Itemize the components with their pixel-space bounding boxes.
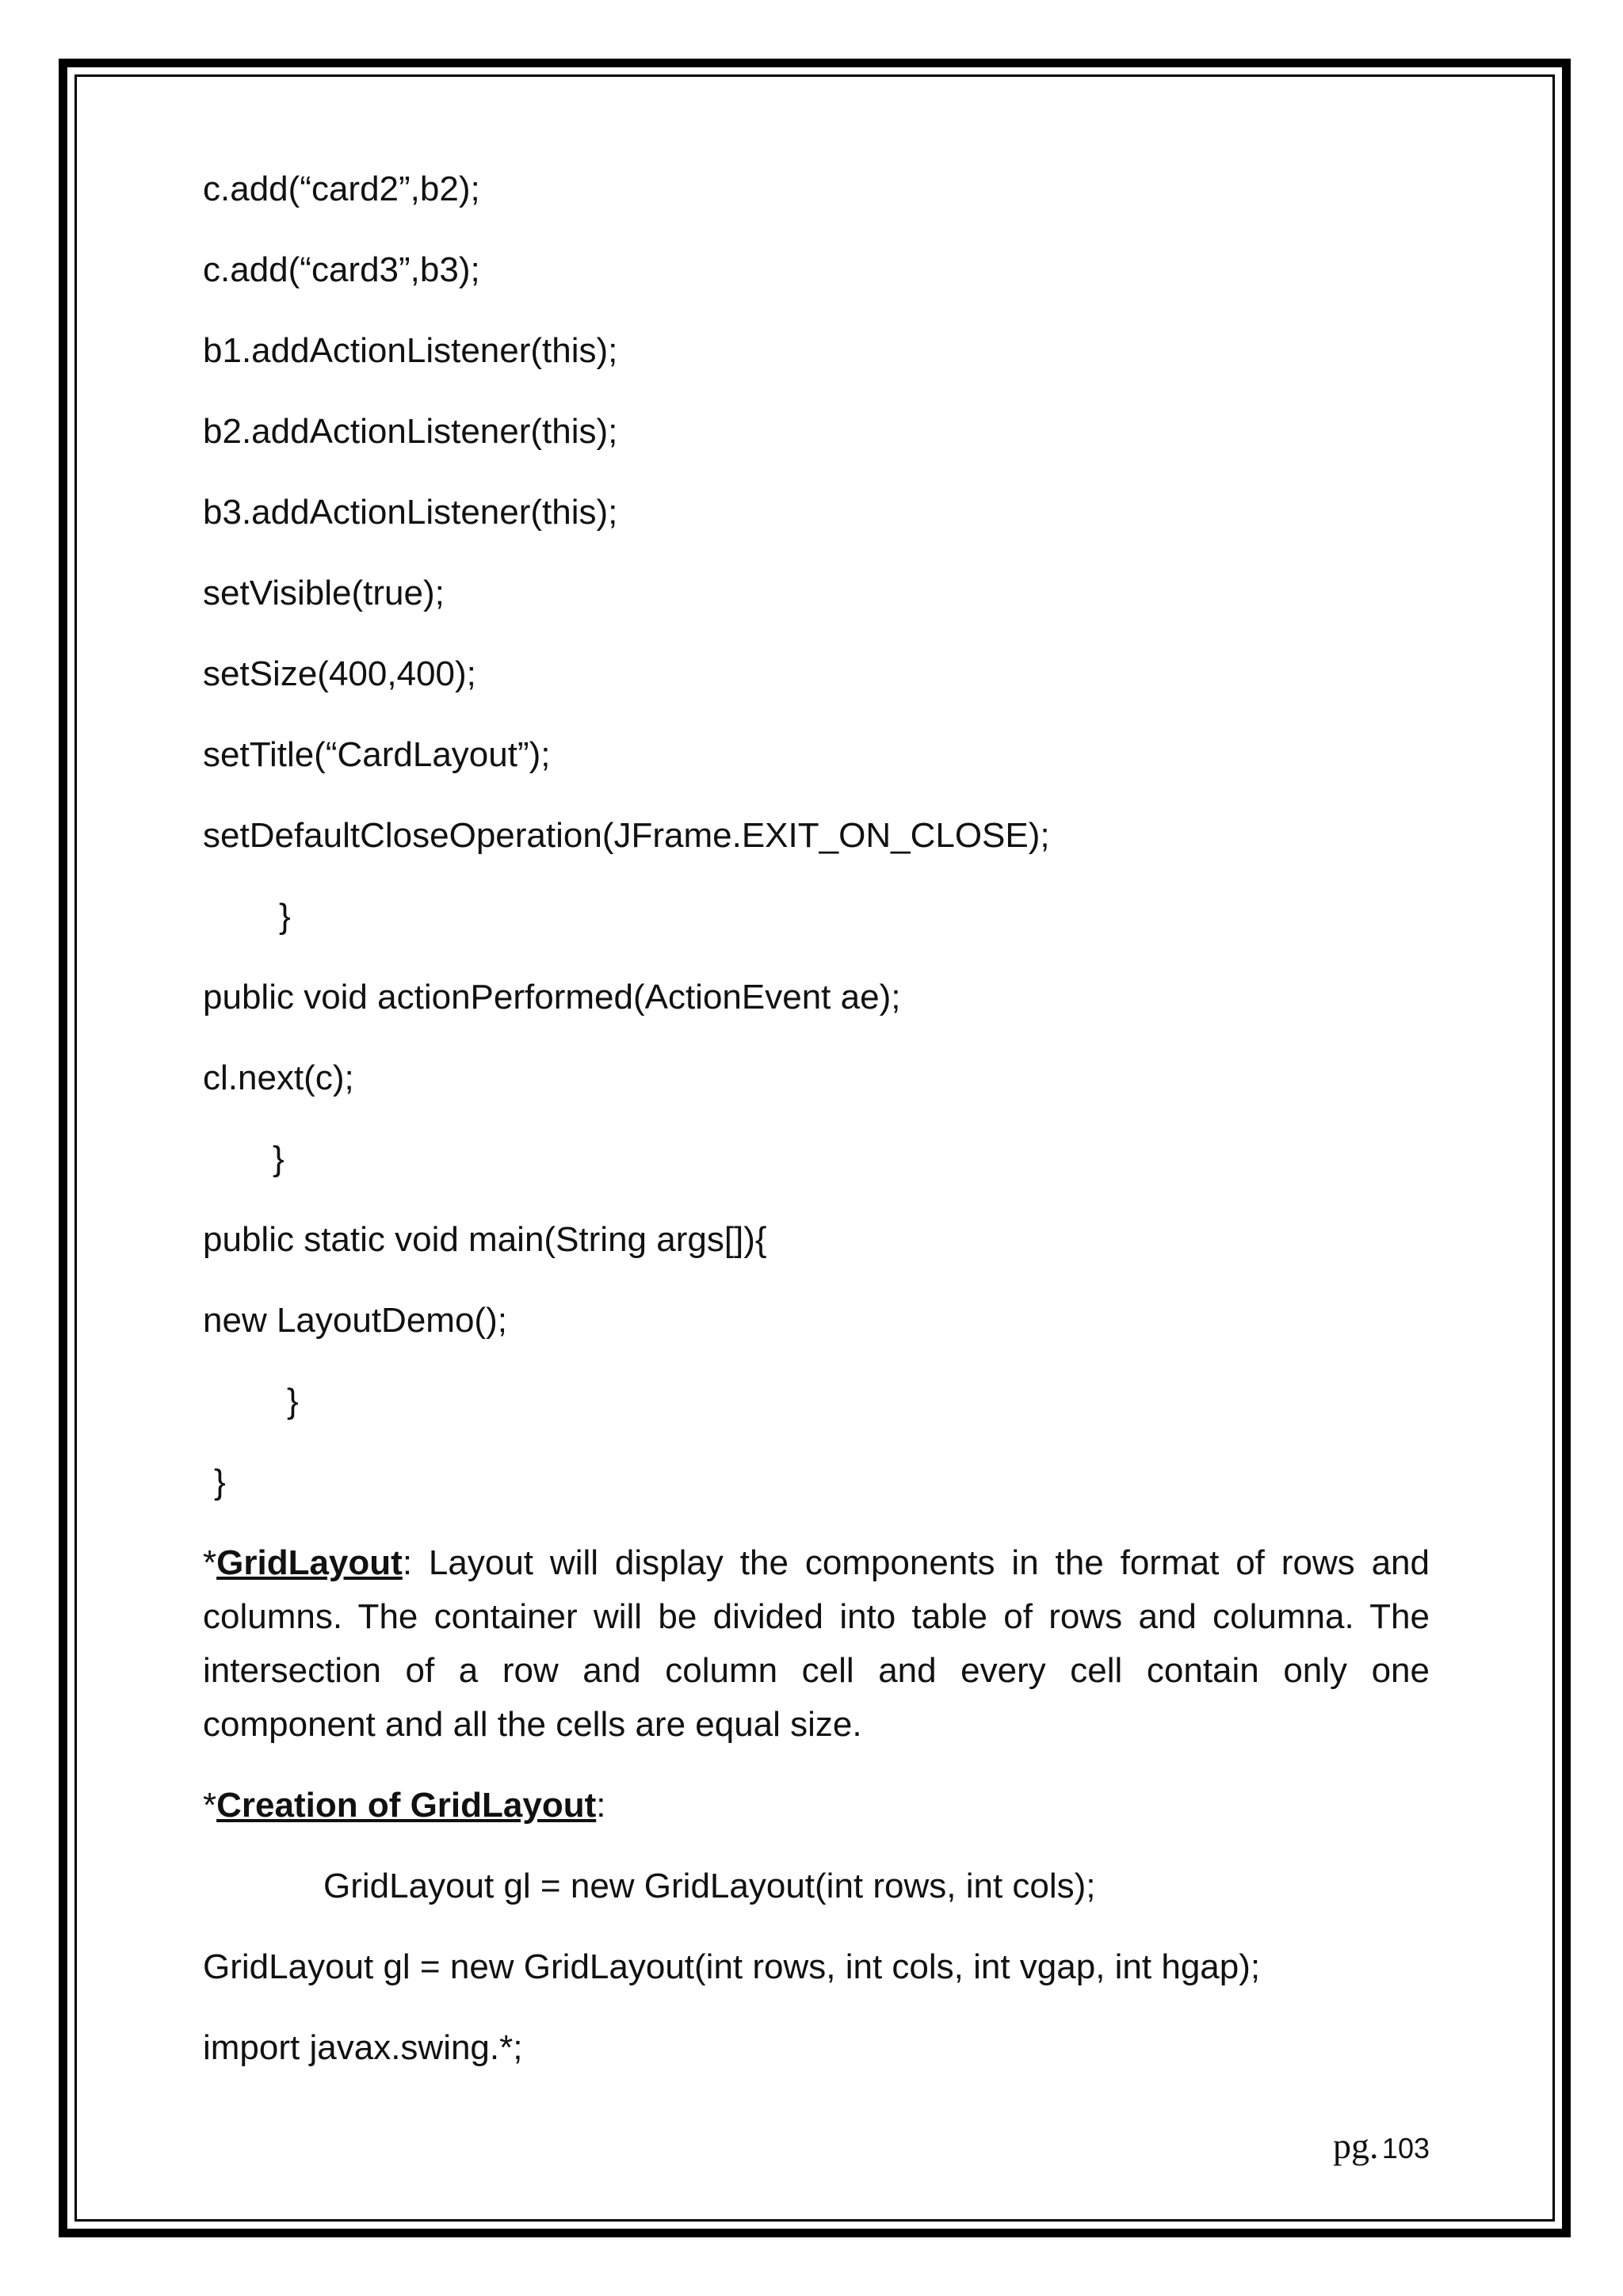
creation-star: * <box>203 1786 217 1825</box>
code-line: c.add(“card2”,b2); <box>203 170 480 208</box>
code-line: setSize(400,400); <box>203 654 476 693</box>
page-number <box>1333 2125 1430 2167</box>
code-line: b2.addActionListener(this); <box>203 412 618 451</box>
code-closing-brace: } <box>273 1139 285 1178</box>
code-line: public void actionPerformed(ActionEvent ae); <box>203 978 901 1016</box>
creation-colon: : <box>596 1786 606 1825</box>
code-line: public static void main(String args[]){ <box>203 1220 767 1259</box>
page-number-value: 103 <box>1381 2132 1430 2164</box>
gridlayout-star: * <box>203 1543 217 1582</box>
gridlayout-term: GridLayout <box>216 1543 403 1582</box>
code-line: new LayoutDemo(); <box>203 1301 507 1340</box>
code-line: c.add(“card3”,b3); <box>203 250 480 289</box>
gridlayout-description: : Layout will display the components in the format of rows and columns. The container will be divided into table of rows and columna. The intersection of a row and column cell and every cell contain only one component and all the cells are equal size. <box>203 1543 1430 1744</box>
code-line: setTitle(“CardLayout”); <box>203 735 551 774</box>
constructor-line: GridLayout gl = new GridLayout(int rows, int cols, int vgap, int hgap); <box>203 1947 1261 1986</box>
code-closing-brace: } <box>287 1382 299 1421</box>
code-line: setDefaultCloseOperation(JFrame.EXIT_ON_CLOSE); <box>203 816 1050 855</box>
code-closing-brace: } <box>279 897 291 936</box>
gridlayout-paragraph <box>203 1536 1430 1752</box>
code-closing-brace: } <box>214 1463 226 1501</box>
creation-heading: Creation of GridLayout <box>216 1786 597 1825</box>
code-line: b1.addActionListener(this); <box>203 331 618 370</box>
code-line: cl.next(c); <box>203 1058 354 1097</box>
import-line: import javax.swing.*; <box>203 2028 523 2067</box>
page-label: pg. <box>1332 2126 1379 2166</box>
code-line: b3.addActionListener(this); <box>203 493 618 532</box>
creation-heading-line <box>203 1785 605 1826</box>
constructor-line: GridLayout gl = new GridLayout(int rows, int cols); <box>323 1867 1096 1905</box>
code-line: setVisible(true); <box>203 574 445 612</box>
